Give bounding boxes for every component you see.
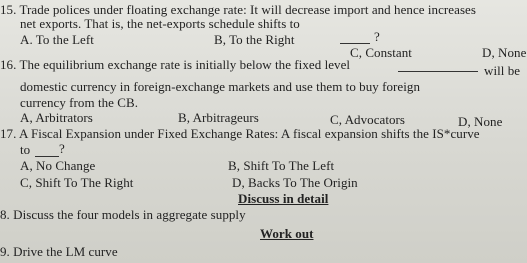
q16-line3: currency from the CB. <box>20 95 139 110</box>
q17-line2-to: to <box>20 142 31 157</box>
section-heading-discuss: Discuss in detail <box>238 191 329 206</box>
q17-line1: 17. A Fiscal Expansion under Fixed Exchange Rates: A fiscal expansion shifts the IS*curve <box>0 126 480 141</box>
q17-option-d: D, Backs To The Origin <box>232 175 358 190</box>
q15-question-mark: ? <box>374 29 380 44</box>
q16-line1-end: will be <box>484 63 521 78</box>
q17-option-a: A, No Change <box>20 158 96 173</box>
q17-answer-blank <box>35 156 59 157</box>
q15-line1: 15. Trade polices under floating exchange rate: It will decrease import and hence increases <box>0 2 476 17</box>
q17-question-mark: ? <box>59 141 65 156</box>
q15-option-b: B, To the Right <box>214 32 295 47</box>
q15-option-a: A. To the Left <box>20 32 94 47</box>
q15-option-d: D, None <box>482 45 527 60</box>
q16-option-d: D, None <box>458 114 503 129</box>
q19-text: 9. Drive the LM curve <box>0 244 118 259</box>
q17-option-b: B, Shift To The Left <box>228 158 335 173</box>
q15-option-c: C, Constant <box>350 45 412 60</box>
q18-text: 8. Discuss the four models in aggregate supply <box>0 207 246 222</box>
q16-answer-blank <box>398 71 478 72</box>
q16-option-a: A, Arbitrators <box>20 110 93 125</box>
q15-answer-blank <box>340 43 370 44</box>
section-heading-work-out: Work out <box>260 226 314 241</box>
q15-line2: net exports. That is, the net-exports schedule shifts to <box>20 16 300 31</box>
q16-option-b: B, Arbitrageurs <box>178 110 259 125</box>
q17-option-c: C, Shift To The Right <box>20 175 134 190</box>
q16-line2: domestic currency in foreign-exchange markets and use them to buy foreign <box>20 79 421 94</box>
q16-line1: 16. The equilibrium exchange rate is initially below the fixed level <box>0 57 351 72</box>
q16-option-c: C, Advocators <box>330 112 406 127</box>
